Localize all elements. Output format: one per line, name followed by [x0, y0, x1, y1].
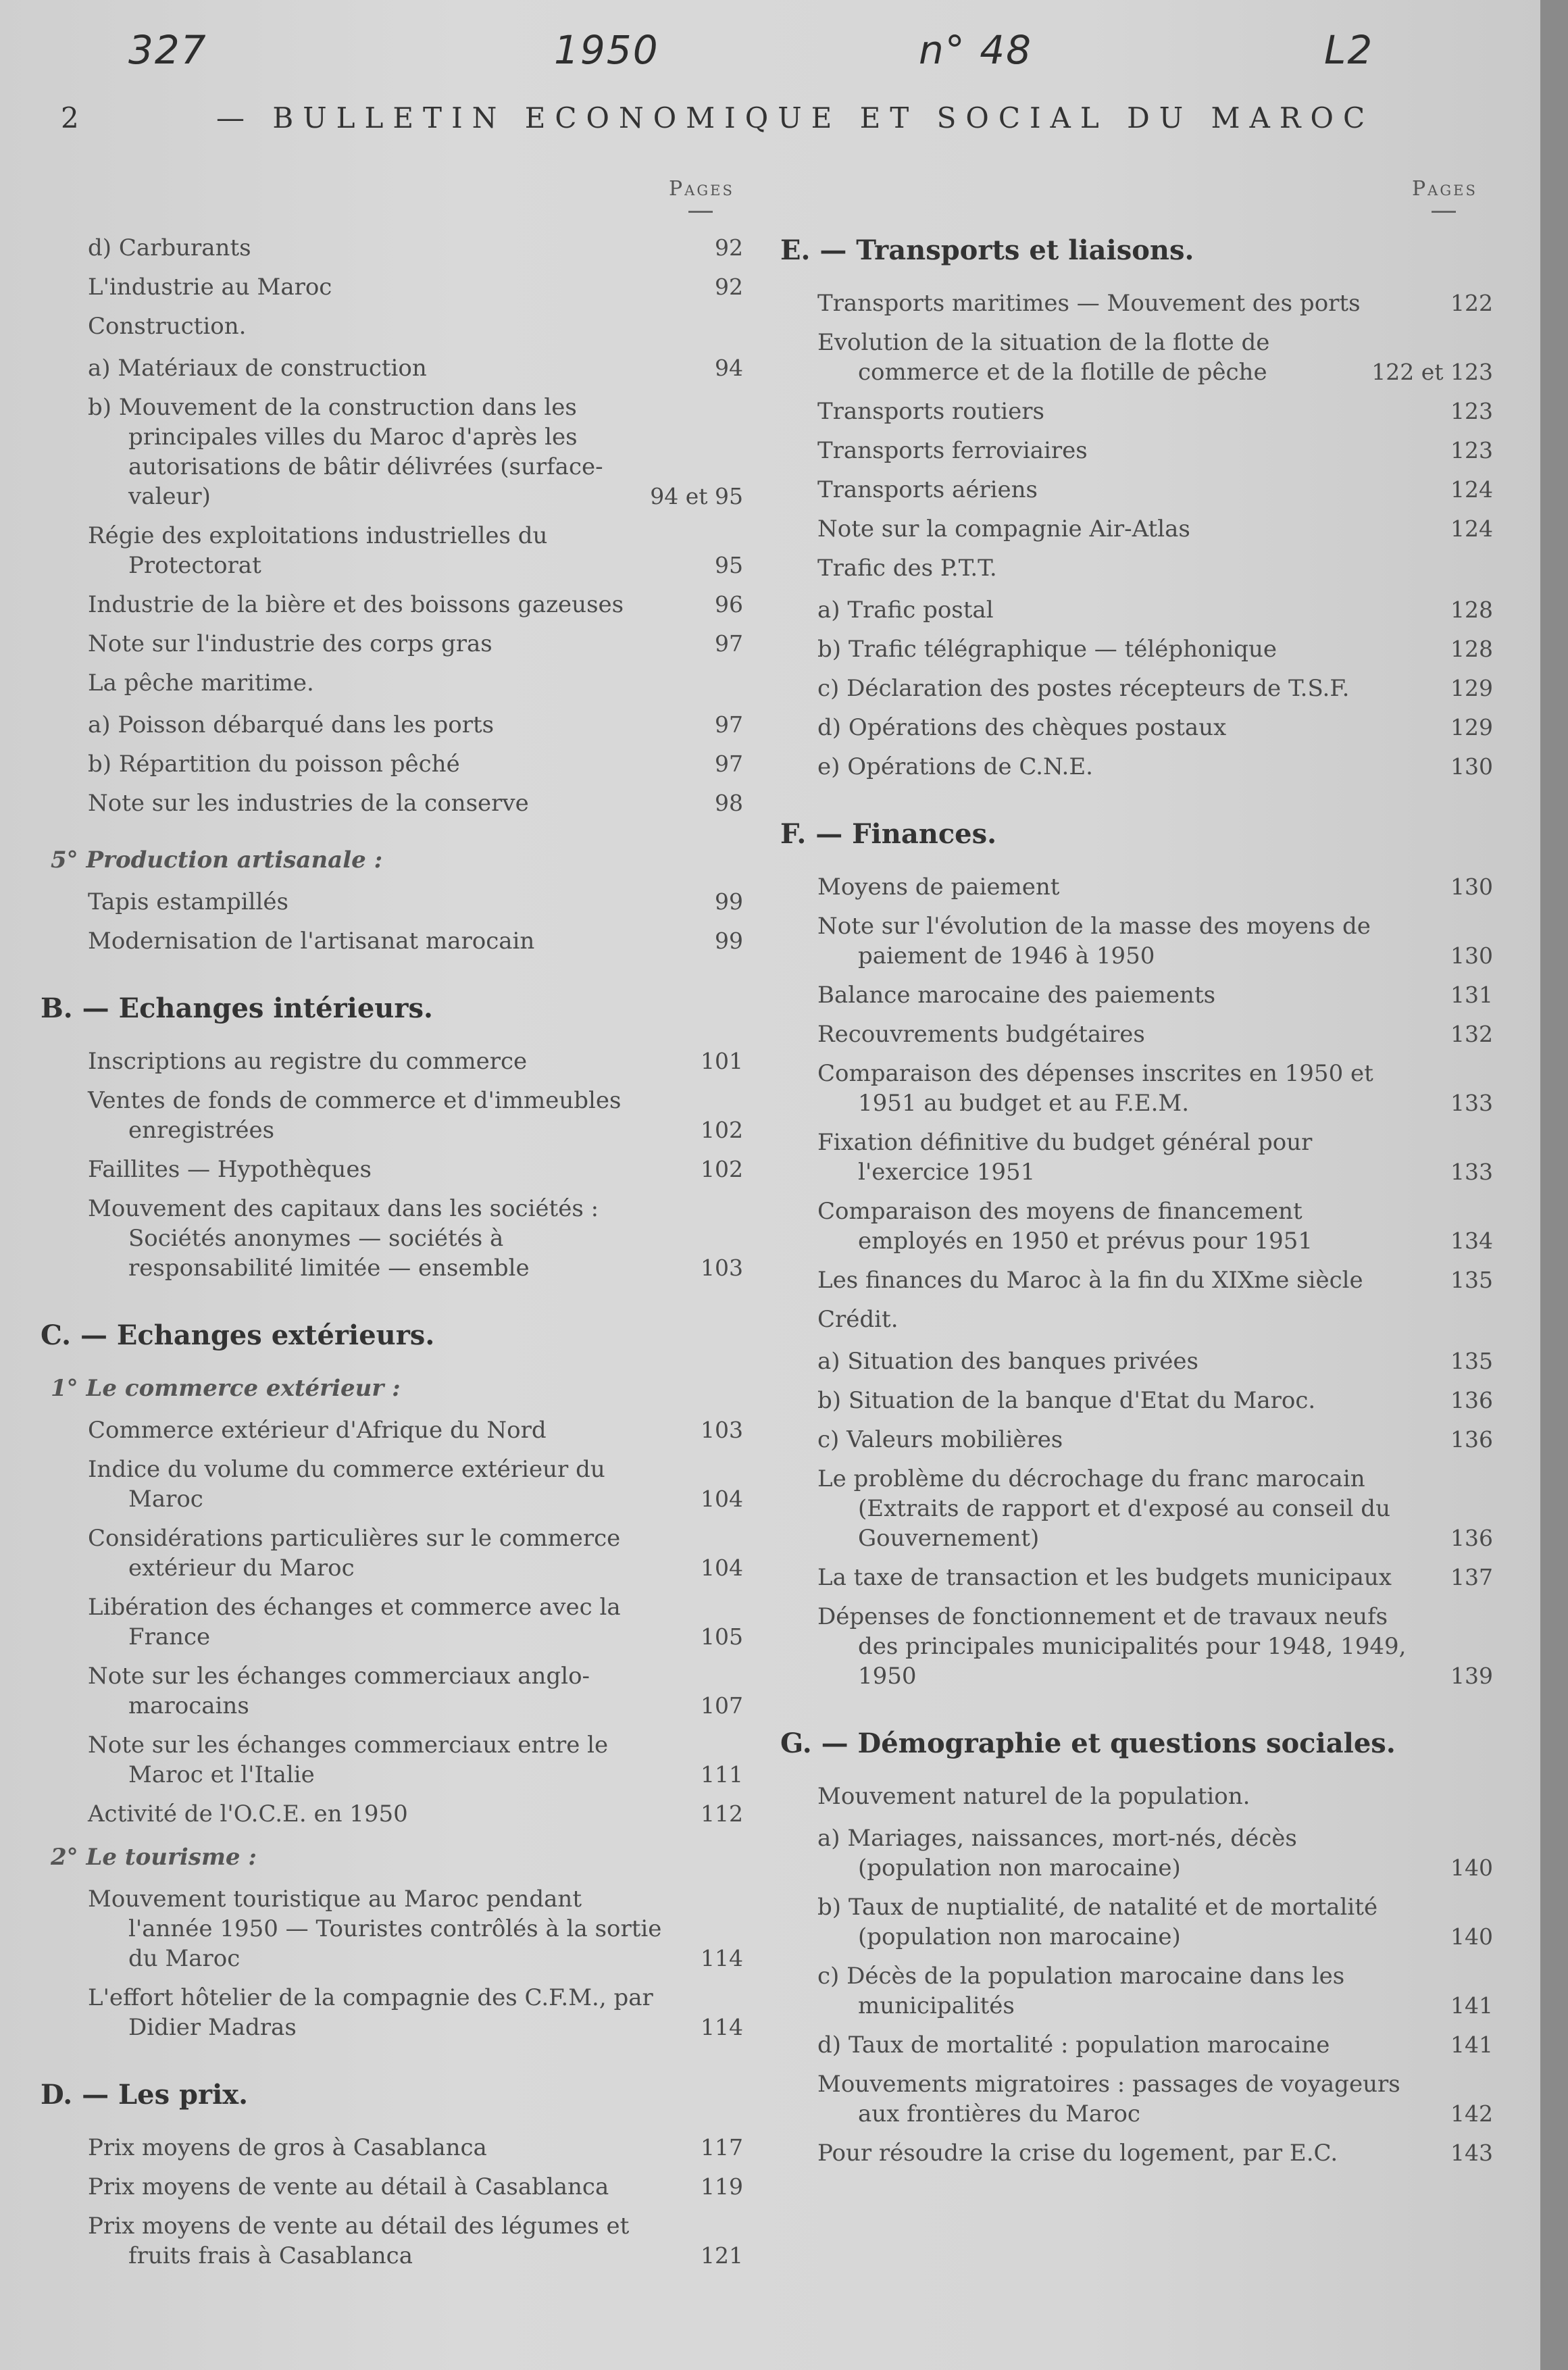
- toc-entry: b) Situation de la banque d'Etat du Maroc. 136: [817, 1387, 1493, 1414]
- toc-entry: Transports ferroviaires 123: [817, 437, 1493, 464]
- toc-subheading: Crédit.: [817, 1306, 899, 1333]
- toc-entry: Les finances du Maroc à la fin du XIXme siècle 135: [817, 1267, 1493, 1294]
- toc-entry: Transports routiers 123: [817, 398, 1493, 425]
- running-title: — BULLETIN ECONOMIQUE ET SOCIAL DU MAROC: [216, 101, 1375, 134]
- toc-italic-subheading: 1° Le commerce extérieur :: [51, 1375, 401, 1402]
- toc-entry: Moyens de paiement 130: [817, 874, 1493, 901]
- toc-entry: Le problème du décrochage du franc marocain (Extraits de rapport et d'exposé au conseil du Gouvernement) 136: [817, 1465, 1493, 1552]
- toc-entry: b) Taux de nuptialité, de natalité et de mortalité (population non marocaine) 140: [817, 1894, 1493, 1950]
- toc-italic-subheading: 2° Le tourisme :: [51, 1844, 257, 1871]
- toc-left-column: [41, 233, 743, 2280]
- toc-subheading: La pêche maritime.: [88, 670, 314, 697]
- toc-entry: Dépenses de fonctionnement et de travaux neufs des principales municipalités pour 1948, 1949, 1950 139: [817, 1603, 1493, 1690]
- handwritten-note-1: 327: [128, 27, 207, 73]
- toc-entry: Note sur les échanges commerciaux entre le Maroc et l'Italie 111: [88, 1732, 743, 1788]
- toc-entry: Note sur l'industrie des corps gras 97: [88, 630, 743, 657]
- toc-entry: Tapis estampillés 99: [88, 888, 743, 915]
- toc-entry: Ventes de fonds de commerce et d'immeubles enregistrées 102: [88, 1087, 743, 1144]
- toc-italic-subheading: 5° Production artisanale :: [51, 847, 383, 874]
- toc-entry: Comparaison des dépenses inscrites en 1950 et 1951 au budget et au F.E.M. 133: [817, 1060, 1493, 1117]
- toc-entry: d) Taux de mortalité : population marocaine 141: [817, 2032, 1493, 2059]
- toc-entry: Note sur les échanges commerciaux anglo-marocains 107: [88, 1663, 743, 1719]
- toc-entry: Industrie de la bière et des boissons gazeuses 96: [88, 591, 743, 618]
- toc-entry: La taxe de transaction et les budgets municipaux 137: [817, 1564, 1493, 1591]
- toc-entry: Commerce extérieur d'Afrique du Nord 103: [88, 1417, 743, 1444]
- toc-subheading: Mouvement naturel de la population.: [817, 1783, 1250, 1810]
- toc-entry: Evolution de la situation de la flotte de commerce et de la flotille de pêche 122 et 123: [817, 329, 1493, 386]
- toc-entry: Transports maritimes — Mouvement des ports 122: [817, 290, 1493, 317]
- page-number: 2: [61, 101, 79, 134]
- toc-entry: Mouvements migratoires : passages de voyageurs aux frontières du Maroc 142: [817, 2071, 1493, 2127]
- toc-entry: Note sur les industries de la conserve 98: [88, 790, 743, 817]
- toc-entry: c) Déclaration des postes récepteurs de T.S.F. 129: [817, 675, 1493, 702]
- toc-entry: L'effort hôtelier de la compagnie des C.F.M., par Didier Madras 114: [88, 1984, 743, 2041]
- toc-subheading: Trafic des P.T.T.: [817, 555, 997, 582]
- toc-entry: d) Opérations des chèques postaux 129: [817, 714, 1493, 741]
- section-heading-b: B. — Echanges intérieurs.: [41, 992, 433, 1024]
- toc-entry: Régie des exploitations industrielles du Protectorat 95: [88, 522, 743, 579]
- section-heading-d: D. — Les prix.: [41, 2079, 249, 2111]
- toc-entry: Modernisation de l'artisanat marocain 99: [88, 928, 743, 955]
- toc-entry: a) Trafic postal 128: [817, 597, 1493, 624]
- toc-entry: Considérations particulières sur le commerce extérieur du Maroc 104: [88, 1525, 743, 1582]
- section-heading-f: F. — Finances.: [780, 818, 997, 850]
- toc-entry: Libération des échanges et commerce avec la France 105: [88, 1594, 743, 1650]
- toc-entry: Prix moyens de gros à Casablanca 117: [88, 2134, 743, 2161]
- toc-entry: c) Décès de la population marocaine dans les municipalités 141: [817, 1963, 1493, 2019]
- toc-entry: Balance marocaine des paiements 131: [817, 982, 1493, 1009]
- toc-entry: Transports aériens 124: [817, 476, 1493, 503]
- handwritten-note-2: 1950: [554, 27, 659, 73]
- section-heading-c: C. — Echanges extérieurs.: [41, 1319, 435, 1351]
- section-heading-g: G. — Démographie et questions sociales.: [780, 1728, 1396, 1759]
- handwritten-note-4: L2: [1324, 27, 1374, 73]
- toc-right-column: [780, 233, 1493, 2177]
- section-heading-e: E. — Transports et liaisons.: [780, 234, 1194, 266]
- toc-entry: Indice du volume du commerce extérieur du Maroc 104: [88, 1456, 743, 1513]
- toc-entry: Prix moyens de vente au détail des légumes et fruits frais à Casablanca 121: [88, 2213, 743, 2269]
- toc-entry: d) Carburants 92: [88, 234, 743, 261]
- toc-entry: b) Trafic télégraphique — téléphonique 128: [817, 636, 1493, 663]
- toc-entry: a) Mariages, naissances, mort-nés, décès (population non marocaine) 140: [817, 1825, 1493, 1882]
- toc-entry: Prix moyens de vente au détail à Casablanca 119: [88, 2173, 743, 2200]
- toc-entry: e) Opérations de C.N.E. 130: [817, 753, 1493, 780]
- toc-entry: Inscriptions au registre du commerce 101: [88, 1048, 743, 1075]
- toc-entry: Note sur l'évolution de la masse des moyens de paiement de 1946 à 1950 130: [817, 913, 1493, 969]
- toc-entry: c) Valeurs mobilières 136: [817, 1426, 1493, 1453]
- pages-label-left: Pages: [669, 177, 734, 201]
- handwritten-note-3: n° 48: [919, 27, 1032, 73]
- toc-entry: Note sur la compagnie Air-Atlas 124: [817, 515, 1493, 543]
- page-edge: [1540, 0, 1568, 2370]
- toc-entry: Pour résoudre la crise du logement, par E.C. 143: [817, 2140, 1493, 2167]
- toc-entry: b) Répartition du poisson pêché 97: [88, 751, 743, 778]
- toc-entry: Mouvement touristique au Maroc pendant l'année 1950 — Touristes contrôlés à la sortie du Maroc 114: [88, 1886, 743, 1972]
- toc-entry: L'industrie au Maroc 92: [88, 274, 743, 301]
- toc-entry: Activité de l'O.C.E. en 1950 112: [88, 1800, 743, 1827]
- toc-subheading: Construction.: [88, 313, 247, 340]
- toc-entry: a) Poisson débarqué dans les ports 97: [88, 711, 743, 738]
- pages-label-right: Pages: [1412, 177, 1477, 201]
- toc-entry: Faillites — Hypothèques 102: [88, 1156, 743, 1183]
- toc-entry: a) Situation des banques privées 135: [817, 1348, 1493, 1375]
- toc-entry: a) Matériaux de construction 94: [88, 355, 743, 382]
- toc-entry: b) Mouvement de la construction dans les principales villes du Maroc d'après les autorisations de bâtir délivrées (surface-valeur) 94 et 95: [88, 394, 743, 510]
- toc-entry: Comparaison des moyens de financement employés en 1950 et prévus pour 1951 134: [817, 1198, 1493, 1255]
- toc-entry: Mouvement des capitaux dans les sociétés : Sociétés anonymes — sociétés à responsabilité limitée — ensemble 103: [88, 1195, 743, 1282]
- toc-entry: Recouvrements budgétaires 132: [817, 1021, 1493, 1048]
- toc-entry: Fixation définitive du budget général pour l'exercice 1951 133: [817, 1129, 1493, 1186]
